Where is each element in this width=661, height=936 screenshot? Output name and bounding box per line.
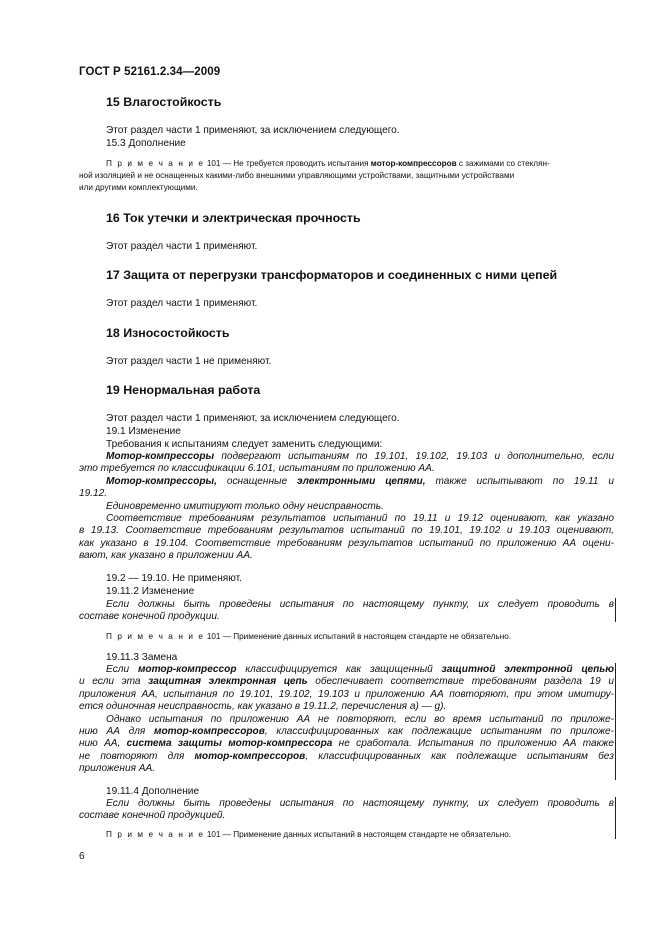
term-motor-compressor: мотор-компрессор [137, 664, 237, 675]
text-line [79, 676, 614, 688]
note-label: П р и м е ч а н и е [106, 159, 205, 168]
section-15-heading: 15 Влагостойкость [106, 95, 222, 109]
clause-19-11-4-body [79, 798, 614, 823]
text-line: Соответствие требованиям результатов испытаний по 19.11 и 19.12 оценивают, как указано [106, 513, 614, 525]
text-line: в 19.13. Соответствие требованиям результатов испытаний по 19.101, 19.102 и 19.103 оценивают, [79, 525, 614, 537]
clause-15-3: 15.3 Дополнение [106, 138, 186, 149]
text-line: Если должны быть проведены испытания по настоящему пункту, их следует проводить в [106, 798, 614, 809]
page-number: 6 [79, 851, 85, 862]
text: также испытывают по 19.11 и [425, 475, 614, 487]
text-line: вают, как указано в приложении АА. [79, 550, 253, 562]
text-line [79, 451, 614, 463]
text: , классифицированных как подлежащие испытаниям по приложе- [264, 726, 614, 738]
text: обеспечивает соответствие требованиям раздела 19 и [307, 676, 614, 688]
text-line: 19.12. [79, 488, 108, 500]
section-17-heading: 17 Защита от перегрузки трансформаторов и соединенных с ними цепей [106, 268, 558, 282]
text: Если [106, 664, 138, 675]
change-bar [615, 797, 616, 839]
text-line: приложения АА. [79, 763, 156, 775]
term-motor-compressors: мотор-компрессоров [194, 750, 306, 762]
section-15-paragraph: Этот раздел части 1 применяют, за исключением следующего. [106, 125, 400, 136]
section-15-note-line: или другими комплектующими. [79, 183, 198, 192]
text: не сработала. Испытания по приложению АА также [332, 738, 614, 750]
clause-19-11-2: 19.11.2 Изменение [106, 586, 195, 597]
text-line [79, 664, 614, 676]
text-line: это требуется по классификации 6.101, испытаниям по приложению АА. [79, 463, 435, 475]
text: и если эта [79, 676, 149, 688]
term-protective-circuit: защитной электронной цепью [441, 664, 615, 675]
text: не повторяют для [79, 750, 195, 762]
clause-19-1-intro: Требования к испытаниям следует заменить следующими: [106, 439, 383, 450]
term-motor-compressors: Мотор-компрессоры, [106, 475, 217, 487]
term-motor-compressors: Мотор-компрессоры [106, 451, 215, 462]
note-text: 101 — Применение данных испытаний в настоящем стандарте не обязательно. [204, 830, 512, 839]
clause-19-1-body [79, 451, 614, 563]
clause-19-11-4: 19.11.4 Дополнение [106, 786, 200, 797]
clause-19-11-3: 19.11.3 Замена [106, 652, 178, 663]
section-17-paragraph: Этот раздел части 1 применяют. [106, 298, 258, 309]
note-text: 101 — Не требуется проводить испытания [204, 159, 371, 168]
text: нию АА, [79, 738, 127, 750]
section-18-heading: 18 Износостойкость [106, 326, 230, 340]
change-bar [615, 663, 616, 780]
clause-19-1: 19.1 Изменение [106, 426, 181, 437]
section-18-paragraph: Этот раздел части 1 не применяют. [106, 356, 272, 367]
clause-19-11-3-body [79, 664, 614, 776]
clause-19-11-4-note [106, 829, 511, 841]
text: , классифицированных как подлежащие испытаниям без [305, 750, 614, 762]
text-line: Если должны быть проведены испытания по настоящему пункту, их следует проводить в [106, 599, 614, 610]
term-motor-compressors: мотор-компрессоров [154, 726, 265, 738]
section-19-heading: 19 Ненормальная работа [106, 383, 261, 397]
section-19-paragraph: Этот раздел части 1 применяют, за исключением следующего. [106, 413, 400, 424]
text-line [79, 476, 614, 488]
text-line: как указано в 19.104. Соответствие требованиям результатов испытаний по приложению АА оцени- [79, 537, 614, 549]
text-line: составе конечной продукцией. [79, 810, 226, 822]
clause-19-11-2-note [106, 631, 511, 643]
note-text: 101 — Применение данных испытаний в настоящем стандарте не обязательно. [204, 632, 512, 641]
section-15-note [106, 158, 550, 170]
document-header: ГОСТ Р 52161.2.34—2009 [79, 66, 221, 78]
text-line: приложения АА, испытания по 19.101, 19.102, 19.103 и приложению АА повторяют, при этом имитиру- [79, 688, 614, 700]
term-protection-system: система защиты мотор-компрессора [126, 738, 333, 750]
text: классифицируется как защищенный [236, 664, 442, 675]
note-term: мотор-компрессоров [370, 159, 457, 168]
term-protective-circuit: защитная электронная цепь [148, 676, 308, 688]
text-line: Единовременно имитируют только одну неисправность. [106, 500, 384, 512]
text: нию АА для [79, 726, 155, 738]
section-16-heading: 16 Ток утечки и электрическая прочность [106, 211, 361, 225]
text-line: ется одиночная неисправность, как указано в 19.11.2, перечисления а) — g). [79, 701, 447, 713]
term-electronic-circuits: электронными цепями, [297, 475, 426, 487]
note-text: с зажимами со стеклян- [456, 159, 550, 168]
clause-19-11-2-body [79, 599, 614, 624]
section-15-note-line: ной изоляцией и не оснащенных какими-либо внешними управляющими устройствами, защитными устройствами [79, 171, 515, 180]
clause-19-2-19-10: 19.2 — 19.10. Не применяют. [106, 573, 242, 584]
text-line [79, 726, 614, 738]
note-label: П р и м е ч а н и е [106, 830, 205, 839]
text: подвергают испытаниям по 19.101, 19.102, 19.103 и дополнительно, если [214, 451, 614, 462]
text-line: Однако испытания по приложению АА не повторяют, если во время испытаний по приложе- [106, 713, 614, 725]
text-line: составе конечной продукции. [79, 611, 220, 623]
change-bar [615, 598, 616, 622]
section-16-paragraph: Этот раздел части 1 применяют. [106, 241, 258, 252]
text: оснащенные [216, 475, 298, 487]
note-label: П р и м е ч а н и е [106, 632, 205, 641]
text-line [79, 751, 614, 763]
text-line [79, 738, 614, 750]
